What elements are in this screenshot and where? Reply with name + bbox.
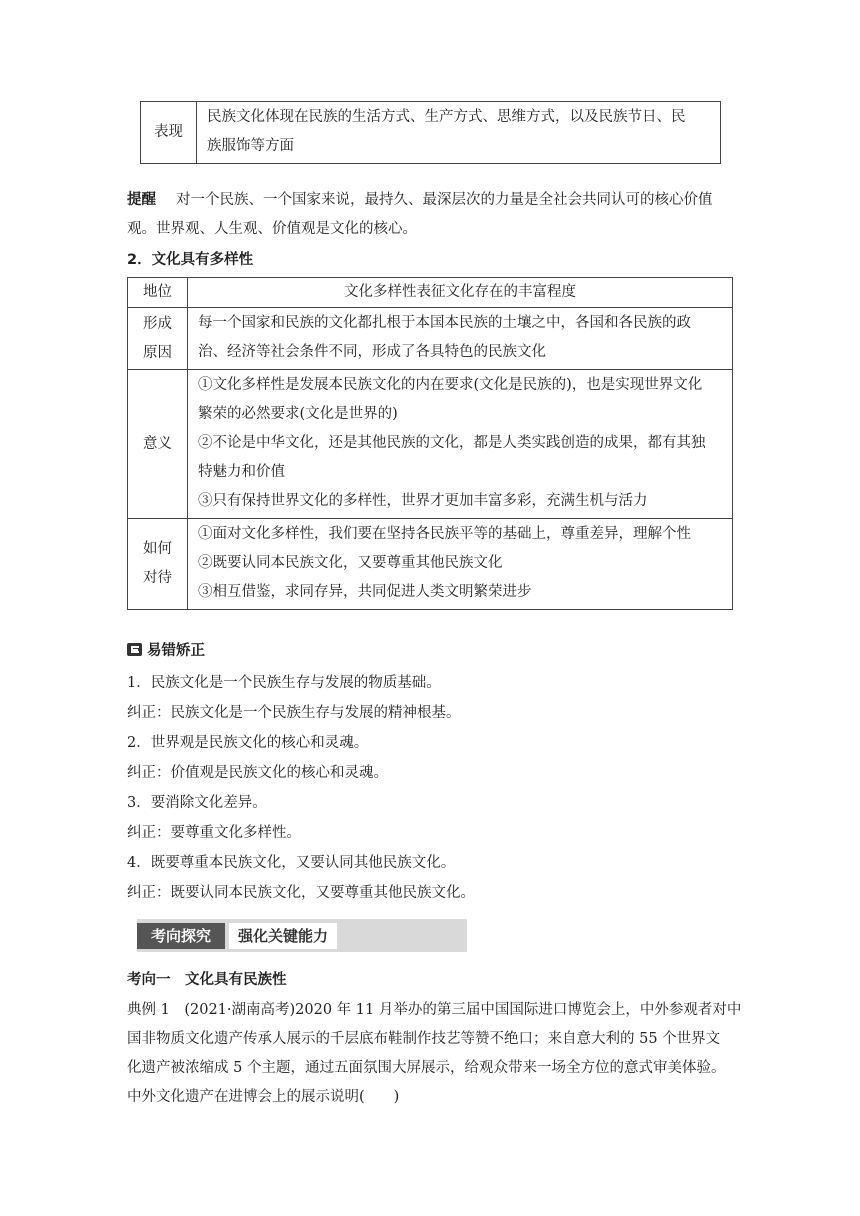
text-line: ②不论是中华文化，还是其他民族的文化，都是人类实践创造的成果，都有其独 — [198, 435, 706, 451]
row-content — [197, 102, 721, 164]
direction-title: 考向一 文化具有民族性 — [127, 972, 287, 988]
text-line: 特魅力和价值 — [198, 464, 285, 480]
text-line: 治、经济等社会条件不同，形成了各具特色的民族文化 — [198, 344, 546, 360]
banner-left: 考向探究 — [137, 923, 225, 949]
list-item: 纠正：既要认同本民族文化，又要尊重其他民族文化。 — [127, 885, 475, 901]
section-title: 2．文化具有多样性 — [127, 252, 254, 268]
correction-list — [127, 668, 737, 908]
list-item: 纠正：价值观是民族文化的核心和灵魂。 — [127, 765, 388, 781]
list-item: 纠正：民族文化是一个民族生存与发展的精神根基。 — [127, 705, 461, 721]
text-line: 族服饰等方面 — [207, 138, 294, 154]
header-cell: 地位 — [128, 278, 188, 308]
list-item: 纠正：要尊重文化多样性。 — [127, 825, 301, 841]
label-line: 对待 — [143, 570, 172, 586]
text-line: 化遗产被浓缩成 5 个主题，通过五面氛围大屏展示，给观众带来一场全方位的意式审美体验。 — [127, 1060, 726, 1076]
correction-icon — [127, 643, 142, 656]
text-line: ①面对文化多样性，我们要在坚持各民族平等的基础上，尊重差异，理解个性 — [198, 526, 691, 542]
tip-title: 提醒 — [127, 192, 156, 208]
label-line: 形成 — [143, 315, 172, 332]
text-line: ②既要认同本民族文化，又要尊重其他民族文化 — [198, 555, 503, 571]
section-banner — [137, 919, 467, 952]
text-line: ①文化多样性是发展本民族文化的内在要求(文化是民族的)，也是实现世界文化 — [198, 377, 703, 393]
table-row — [141, 102, 721, 164]
text-line: 繁荣的必然要求(文化是世界的) — [198, 406, 398, 422]
row-content — [188, 370, 733, 519]
table-row — [128, 370, 733, 519]
list-item: 3．要消除文化差异。 — [127, 795, 267, 811]
list-item: 4．既要尊重本民族文化，又要认同其他民族文化。 — [127, 855, 456, 871]
table-row — [128, 308, 733, 370]
correction-heading — [127, 637, 205, 666]
correction-title: 易错矫正 — [147, 643, 205, 659]
text-line: 每一个国家和民族的文化都扎根于本国本民族的土壤之中，各国和各民族的政 — [198, 315, 691, 331]
text-line: 国非物质文化遗产传承人展示的千层底布鞋制作技艺等赞不绝口；来自意大利的 55 个世界文 — [127, 1031, 721, 1047]
row-content — [188, 519, 733, 610]
text-line: 中外文化遗产在进博会上的展示说明( ) — [127, 1089, 400, 1105]
row-label: 表现 — [141, 102, 197, 164]
label-line: 如何 — [143, 541, 172, 557]
text-line: ③相互借鉴，求同存异，共同促进人类文明繁荣进步 — [198, 584, 532, 600]
row-label — [128, 308, 188, 370]
list-item: 2．世界观是民族文化的核心和灵魂。 — [127, 735, 369, 751]
label-line: 原因 — [143, 344, 172, 361]
tip-text: 观。世界观、人生观、价值观是文化的核心。 — [127, 221, 417, 237]
header-cell: 文化多样性表征文化存在的丰富程度 — [188, 278, 733, 308]
text-line: ③只有保持世界文化的多样性，世界才更加丰富多彩，充满生机与活力 — [198, 493, 648, 509]
row-label — [128, 519, 188, 610]
text-line: 典例 1 (2021·湖南高考)2020 年 11 月举办的第三届中国国际进口博览会上，中外参观者对中 — [127, 1002, 742, 1018]
table-row — [128, 519, 733, 610]
row-label: 意义 — [128, 370, 188, 519]
row-content — [188, 308, 733, 370]
list-item: 1．民族文化是一个民族生存与发展的物质基础。 — [127, 675, 441, 691]
tip-text: 对一个民族、一个国家来说，最持久、最深层次的力量是全社会共同认可的核心价值 — [176, 192, 713, 208]
table-row — [128, 278, 733, 308]
table-expression — [140, 101, 721, 164]
text-line: 民族文化体现在民族的生活方式、生产方式、思维方式，以及民族节日、民 — [207, 109, 686, 125]
table-diversity — [127, 277, 733, 610]
banner-right: 强化关键能力 — [229, 923, 337, 949]
example-paragraph — [127, 996, 747, 1112]
tip-paragraph — [127, 186, 737, 244]
